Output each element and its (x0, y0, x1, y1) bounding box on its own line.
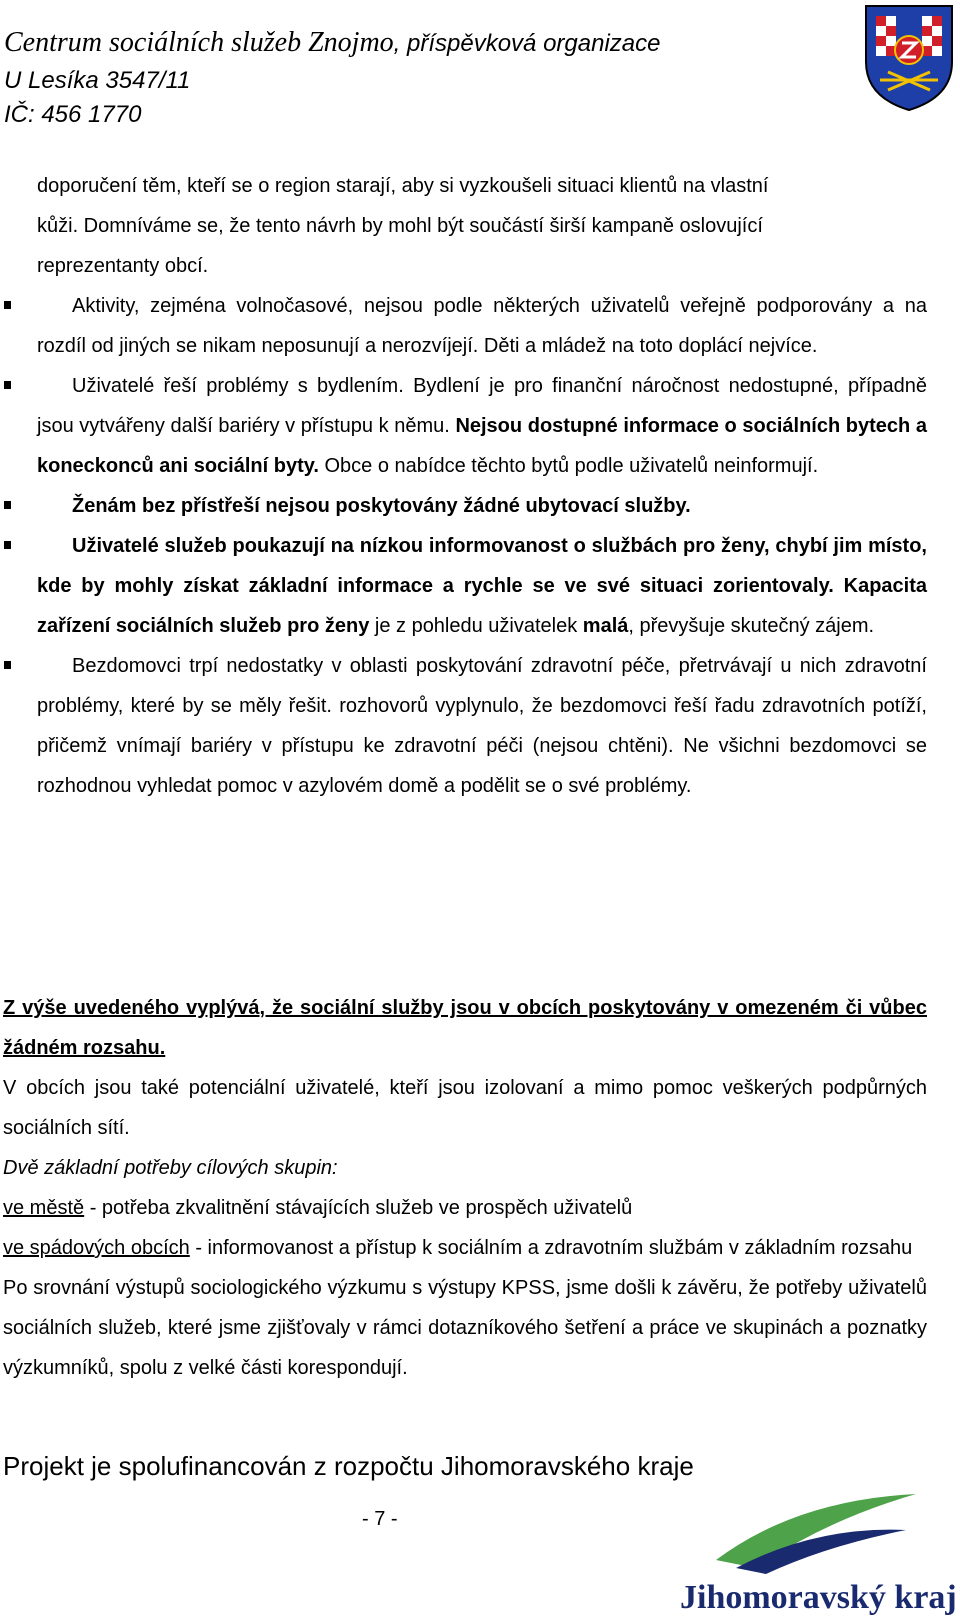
conclusion-section (3, 988, 927, 1388)
bullet-text-women-end: , převyšuje skutečný zájem. (628, 615, 875, 637)
list-item (37, 366, 927, 486)
bullet-text-housing-end: Obce o nabídce těchto bytů podle uživatelů neinformují. (318, 455, 819, 477)
bullet-text-women-mid: je z pohledu uživatelek (369, 615, 583, 637)
page-number: - 7 - (362, 1508, 398, 1530)
bullet-text-women-info: Uživatelé služeb poukazují na nízkou informovanost o službách pro ženy, chybí jim místo, kde by mohly získat základní informace a rychle se ve své situaci zorientovaly. Kapacita zařízení sociálních služeb pro ženy (37, 535, 927, 637)
list-item (37, 646, 927, 806)
need-city-label: ve městě (3, 1197, 85, 1219)
org-suffix: , příspěvková organizace (393, 30, 661, 57)
bullet-text-activities: Aktivity, zejména volnočasové, nejsou podle některých uživatelů veřejně podporovány a na rozdíl od jiných se nikam neposunují a nerozvíjejí. Děti a mládež na toto doplácí nejvíce. (37, 295, 927, 357)
bullet-text-women-shelter: Ženám bez přístřeší nejsou poskytovány žádné ubytovací služby. (72, 495, 691, 517)
isolated-users-paragraph: V obcích jsou také potenciální uživatelé, kteří jsou izolovaní a mimo pomoc veškerých podpůrných sociálních sítí. (3, 1077, 927, 1139)
jihomoravsky-kraj-logo-icon (676, 1490, 957, 1618)
bullet-text-women-small: malá (582, 615, 629, 637)
para-line-1: doporučení těm, kteří se o region starají, aby si vyzkoušeli situaci klientů na vlastní (37, 175, 769, 197)
para-line-2: kůži. Domníváme se, že tento návrh by mohl být součástí širší kampaně oslovující (37, 215, 763, 237)
logo-text: Jihomoravský kraj (680, 1579, 957, 1616)
list-item (37, 286, 927, 366)
comparison-paragraph: Po srovnání výstupů sociologického výzkumu s výstupy KPSS, jsme došli k závěru, že potřeby uživatelů sociálních služeb, které jsme zjišťovaly v rámci dotazníkového šetření a práce ve skupinách a poznatky výzkumníků, spolu z velké části korespondují. (3, 1277, 927, 1379)
org-name-text: Centrum sociálních služeb Znojmo (4, 27, 394, 58)
document-body (37, 166, 927, 806)
needs-title: Dvě základní potřeby cílových skupin: (3, 1157, 338, 1179)
para-line-3: reprezentanty obcí. (37, 255, 209, 277)
list-item (37, 526, 927, 646)
need-city-text: - potřeba zkvalitnění stávajících služeb ve prospěch uživatelů (84, 1197, 633, 1219)
znojmo-coat-of-arms-icon (862, 2, 956, 112)
org-ic: IČ: 456 1770 (4, 101, 142, 128)
bullet-text-housing: Uživatelé řeší problémy s bydlením. Bydlení je pro finanční náročnost nedostupné, případně jsou vytvářeny další bariéry v přístupu k němu. (37, 375, 927, 437)
project-funding-note: Projekt je spolufinancován z rozpočtu Jihomoravského kraje (3, 1451, 694, 1481)
org-address: U Lesíka 3547/11 (4, 67, 191, 94)
need-villages (3, 1228, 927, 1268)
conclusion-heading: Z výše uvedeného vyplývá, že sociální služby jsou v obcích poskytovány v omezeném či vůbec žádném rozsahu. (3, 997, 927, 1059)
org-name (4, 27, 660, 58)
header-text-block (4, 26, 660, 132)
bullet-text-housing-bold: Nejsou dostupné informace o sociálních bytech a koneckonců ani sociální byty. (37, 415, 927, 477)
need-city (3, 1188, 927, 1228)
need-villages-label: ve spádových obcích (3, 1237, 190, 1259)
bullet-text-homeless: Bezdomovci trpí nedostatky v oblasti poskytování zdravotní péče, přetrvávají u nich zdravotní problémy, které by se měly řešit. rozhovorů vyplynulo, že bezdomovci řeší řadu zdravotních potíží, přičemž vnímají bariéry v přístupu ke zdravotní péči (nejsou chtěni). Ne všichni bezdomovci se rozhodnou vyhledat pomoc v azylovém domě a podělit se o své problémy. (37, 655, 927, 797)
paragraph-continuation (37, 166, 927, 286)
need-villages-text: - informovanost a přístup k sociálním a zdravotním službám v základním rozsahu (189, 1237, 913, 1259)
list-item (37, 486, 927, 526)
